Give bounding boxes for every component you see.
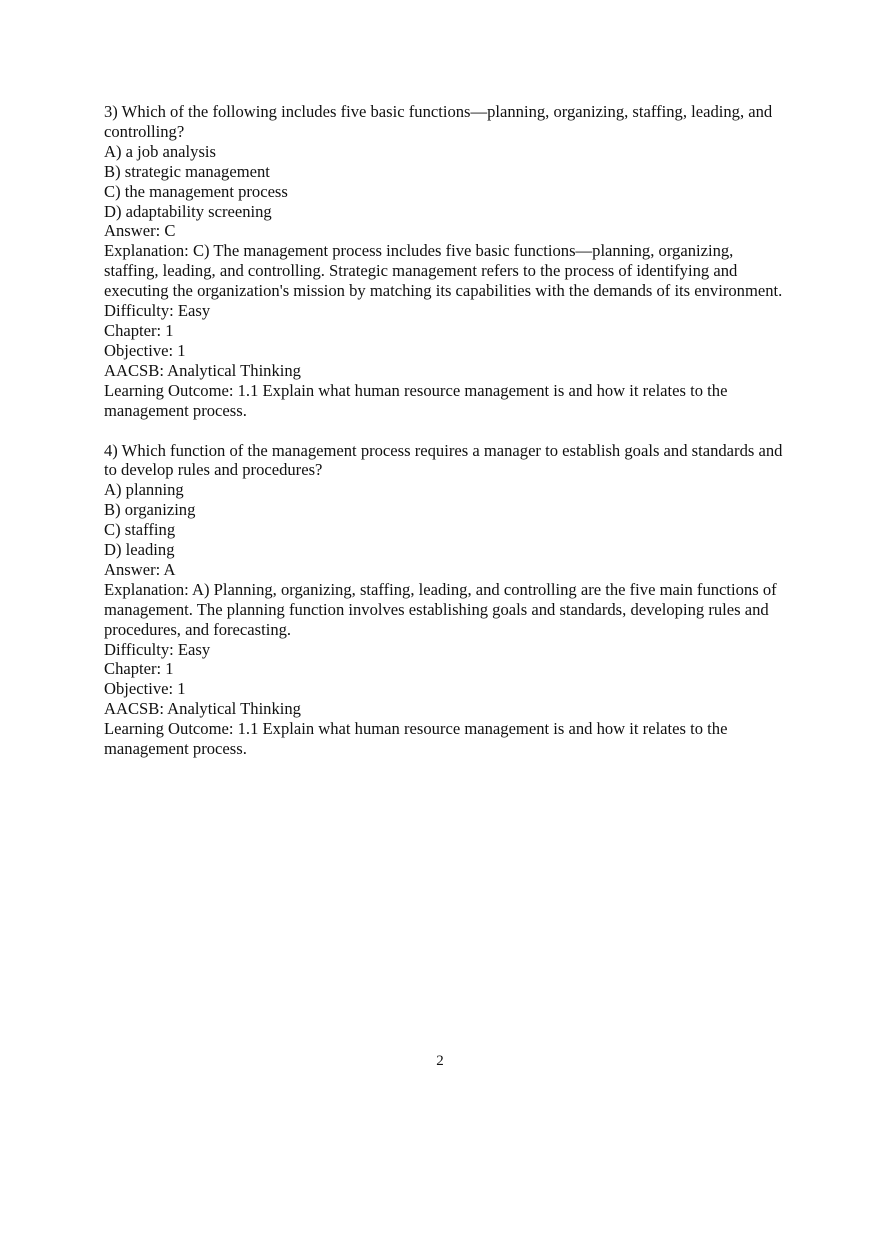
question-stem: 3) Which of the following includes five basic functions—planning, organizing, staffing, leading, and controlling? — [104, 102, 773, 141]
objective: Objective: 1 — [104, 679, 186, 699]
learning-outcome: Learning Outcome: 1.1 Explain what human resource management is and how it relates to the management process. — [104, 719, 728, 759]
difficulty: Difficulty: Easy — [104, 639, 211, 659]
difficulty: Difficulty: Easy — [104, 301, 211, 321]
question-stem: 4) Which function of the management process requires a manager to establish goals and standards and to develop rules and procedures? — [104, 440, 783, 480]
option-b: B) strategic management — [104, 161, 270, 181]
chapter: Chapter: 1 — [104, 659, 174, 679]
explanation: Explanation: A) Planning, organizing, staffing, leading, and controlling are the five main functions of management. The planning function involves establishing goals and standards, developing rules and procedures, and forecasting. — [104, 579, 777, 639]
option-d: D) leading — [104, 540, 175, 560]
aacsb: AACSB: Analytical Thinking — [104, 360, 301, 380]
option-a: A) a job analysis — [104, 141, 216, 161]
question-3 — [104, 102, 784, 421]
answer: Answer: C — [104, 221, 176, 241]
page-content — [104, 102, 784, 759]
option-a: A) planning — [104, 480, 184, 500]
option-b: B) organizing — [104, 500, 196, 520]
chapter: Chapter: 1 — [104, 320, 174, 340]
page-number: 2 — [436, 1053, 444, 1069]
option-d: D) adaptability screening — [104, 201, 272, 221]
objective: Objective: 1 — [104, 340, 186, 360]
answer: Answer: A — [104, 559, 176, 579]
question-4 — [104, 441, 784, 760]
explanation: Explanation: C) The management process includes five basic functions—planning, organizing, staffing, leading, and controlling. Strategic management refers to the process of identifying and executing the organization's mission by matching its capabilities with the demands of its environment. — [104, 241, 783, 301]
learning-outcome: Learning Outcome: 1.1 Explain what human resource management is and how it relates to the management process. — [104, 380, 728, 420]
option-c: C) the management process — [104, 181, 288, 201]
aacsb: AACSB: Analytical Thinking — [104, 699, 301, 719]
option-c: C) staffing — [104, 520, 176, 540]
